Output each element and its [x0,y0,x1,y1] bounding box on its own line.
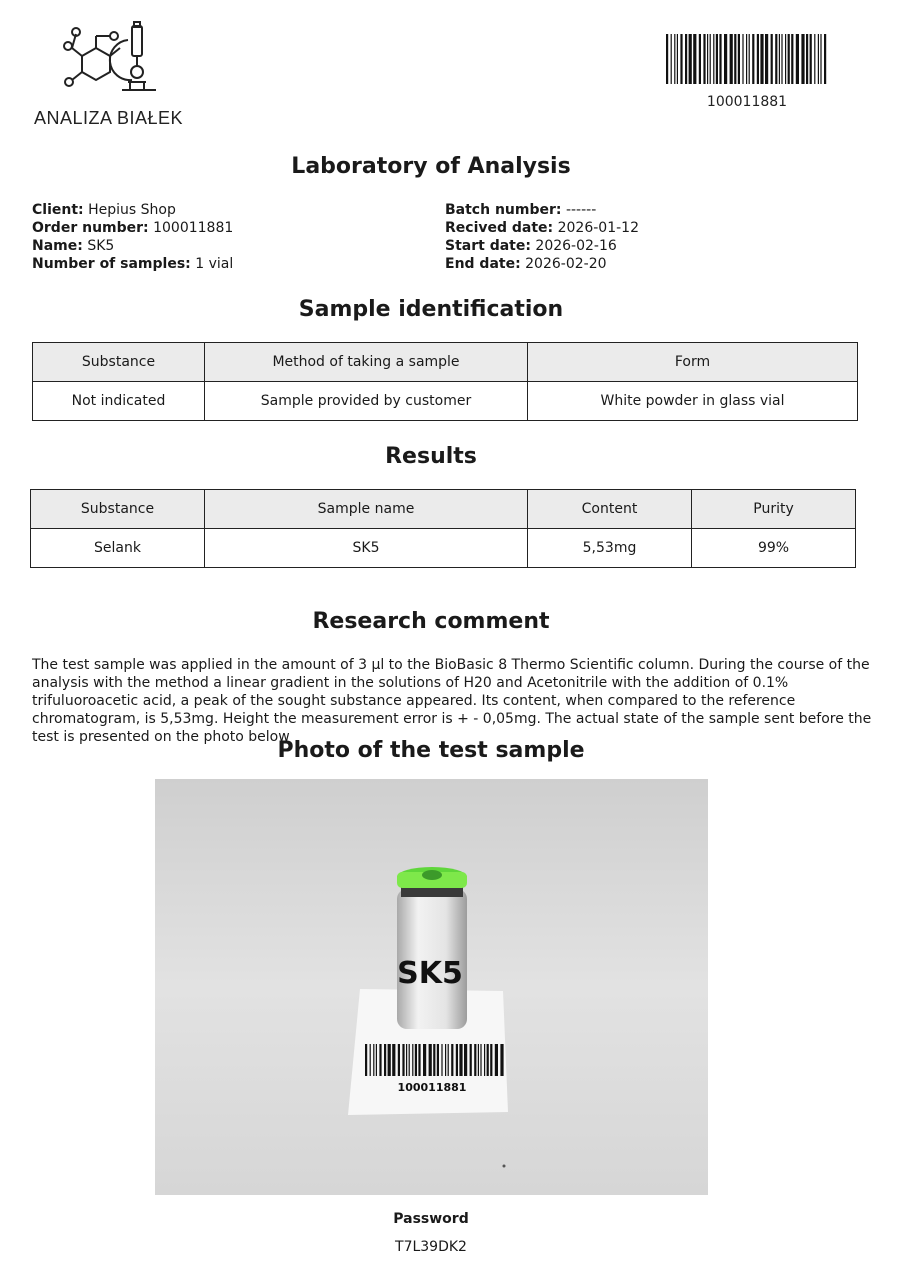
samples-value: 1 vial [195,256,234,272]
brand-name: ANALIZA BIAŁEK [34,108,184,128]
barcode-bar [693,34,696,84]
sample-identification-heading: Sample identification [298,297,564,322]
barcode-bar [480,1044,481,1076]
barcode-bar [470,1044,472,1076]
barcode-bar [464,1044,467,1076]
batch-value: ------ [565,202,597,218]
barcode-bar [365,1044,367,1076]
barcode-bar [500,1044,503,1076]
lab-molecule-microscope-icon [32,20,202,110]
barcode-bar [373,1044,374,1076]
header-barcode-number: 100011881 [706,94,788,110]
barcode-bar [376,1044,377,1076]
vial-cap-center [422,870,442,880]
barcode-bar [484,1044,485,1076]
header-cell: Form [528,343,858,382]
order-number-value: 100011881 [153,220,234,236]
results-heading: Results [385,444,477,469]
header-barcode [666,34,828,84]
photo-heading: Photo of the test sample [277,738,585,763]
barcode-bar [474,1044,476,1076]
start-row [445,237,639,255]
research-comment-text: The test sample was applied in the amount of 3 µl to the BioBasic 8 Thermo Scientific column. During the course of the analysis with the method a linear gradient in the solutions of H20 and Acetonitrile with the addition of 0.1% trifuluoroacetic acid, a peak of the sought substance appeared. Its content, when compared to the reference chromatogram, is 5,53mg. Height the measurement error is + - 0,05mg. The actual state of the sample sent before the test is presented on the photo below [32,657,872,745]
speck [503,1165,506,1168]
barcode-bar [666,34,668,84]
barcode-bar [752,34,754,84]
barcode-bar [433,1044,435,1076]
barcode-bar [791,34,793,84]
barcode-bar [775,34,777,84]
barcode-bar [746,34,747,84]
batch-label: Batch number: [445,202,562,218]
header-cell: Substance [33,343,205,382]
barcode-bar [398,1044,400,1076]
barcode-bar [689,34,692,84]
barcode-bar [384,1044,386,1076]
barcode-bar [495,1044,498,1076]
order-info-right [445,201,639,273]
barcode-bar [415,1044,417,1076]
barcode-bar [677,34,678,84]
barcode-bar [788,34,790,84]
brand-logo [32,20,202,130]
barcode-bar [742,34,743,84]
password-label: Password [393,1211,469,1227]
barcode-bar [406,1044,407,1076]
page-title: Laboratory of Analysis [291,154,571,179]
barcode-bar [730,34,733,84]
barcode-bar [796,34,799,84]
barcode-bar [710,34,711,84]
table-cell: Selank [31,529,205,568]
received-label: Recived date: [445,220,554,236]
barcode-bar [459,1044,462,1076]
table-header-row [31,490,856,529]
barcode-bar [707,34,708,84]
barcode-bar [429,1044,432,1076]
barcode-bar [402,1044,404,1076]
table-row [31,529,856,568]
barcode-bar [680,34,682,84]
barcode-bar [713,34,714,84]
header-cell: Content [528,490,692,529]
barcode-bar [392,1044,395,1076]
barcode-bar [456,1044,458,1076]
barcode-bar [779,34,780,84]
barcode-bar [757,34,759,84]
client-value: Hepius Shop [88,202,176,218]
barcode-bar [824,34,826,84]
photo-barcode-number: 100011881 [397,1081,467,1094]
barcode-bar [451,1044,453,1076]
barcode-bar [818,34,819,84]
barcode-bar [370,1044,371,1076]
barcode-bar [781,34,782,84]
password-value: T7L39DK2 [395,1239,467,1255]
start-label: Start date: [445,238,531,254]
barcode-bar [674,34,675,84]
barcode-bar [412,1044,413,1076]
end-label: End date: [445,256,521,272]
order-number-row [32,219,233,237]
barcode-bar [814,34,815,84]
table-cell: SK5 [205,529,528,568]
barcode-bar [423,1044,426,1076]
barcode-bar [820,34,821,84]
barcode-bar [699,34,701,84]
barcode-bar [806,34,808,84]
table-cell: Sample provided by customer [205,382,528,421]
barcode-bar [487,1044,489,1076]
order-info-left [32,201,233,273]
barcode-bar [448,1044,449,1076]
barcode-bar [749,34,750,84]
table-header-row [33,343,858,382]
table-cell: Not indicated [33,382,205,421]
barcode-bar [441,1044,442,1076]
barcode-bar [785,34,786,84]
end-value: 2026-02-20 [525,256,607,272]
client-row [32,201,233,219]
barcode-bar [734,34,736,84]
sample-identification-table [32,342,858,421]
results-table [30,489,856,568]
vial-label: SK5 [397,956,463,991]
start-value: 2026-02-16 [535,238,617,254]
barcode-bar [379,1044,381,1076]
samples-row [32,255,233,273]
barcode-bar [810,34,812,84]
batch-row [445,201,639,219]
barcode-bar [801,34,804,84]
client-label: Client: [32,202,84,218]
barcode-bar [437,1044,439,1076]
name-row [32,237,233,255]
test-sample-photo [155,779,708,1195]
name-value: SK5 [87,238,115,254]
header-cell: Substance [31,490,205,529]
barcode-bar [724,34,727,84]
table-row [33,382,858,421]
header-cell: Purity [692,490,856,529]
table-cell: White powder in glass vial [528,382,858,421]
received-value: 2026-01-12 [557,220,639,236]
header-cell: Method of taking a sample [205,343,528,382]
barcode-bar [445,1044,446,1076]
barcode-bar [388,1044,391,1076]
barcode-bar [719,34,721,84]
order-number-label: Order number: [32,220,149,236]
barcode-bar [716,34,718,84]
barcode-bar [490,1044,492,1076]
barcode-bar [771,34,773,84]
received-row [445,219,639,237]
barcode-bar [760,34,763,84]
name-label: Name: [32,238,83,254]
barcode-bar [703,34,705,84]
table-cell: 99% [692,529,856,568]
barcode-bar [685,34,687,84]
barcode-bar [418,1044,420,1076]
table-cell: 5,53mg [528,529,692,568]
barcode-bar [765,34,768,84]
header-cell: Sample name [205,490,528,529]
barcode-bar [409,1044,410,1076]
end-row [445,255,639,273]
research-comment-heading: Research comment [312,609,550,634]
barcode-bar [671,34,672,84]
samples-label: Number of samples: [32,256,191,272]
barcode-bar [478,1044,479,1076]
barcode-bar [738,34,740,84]
